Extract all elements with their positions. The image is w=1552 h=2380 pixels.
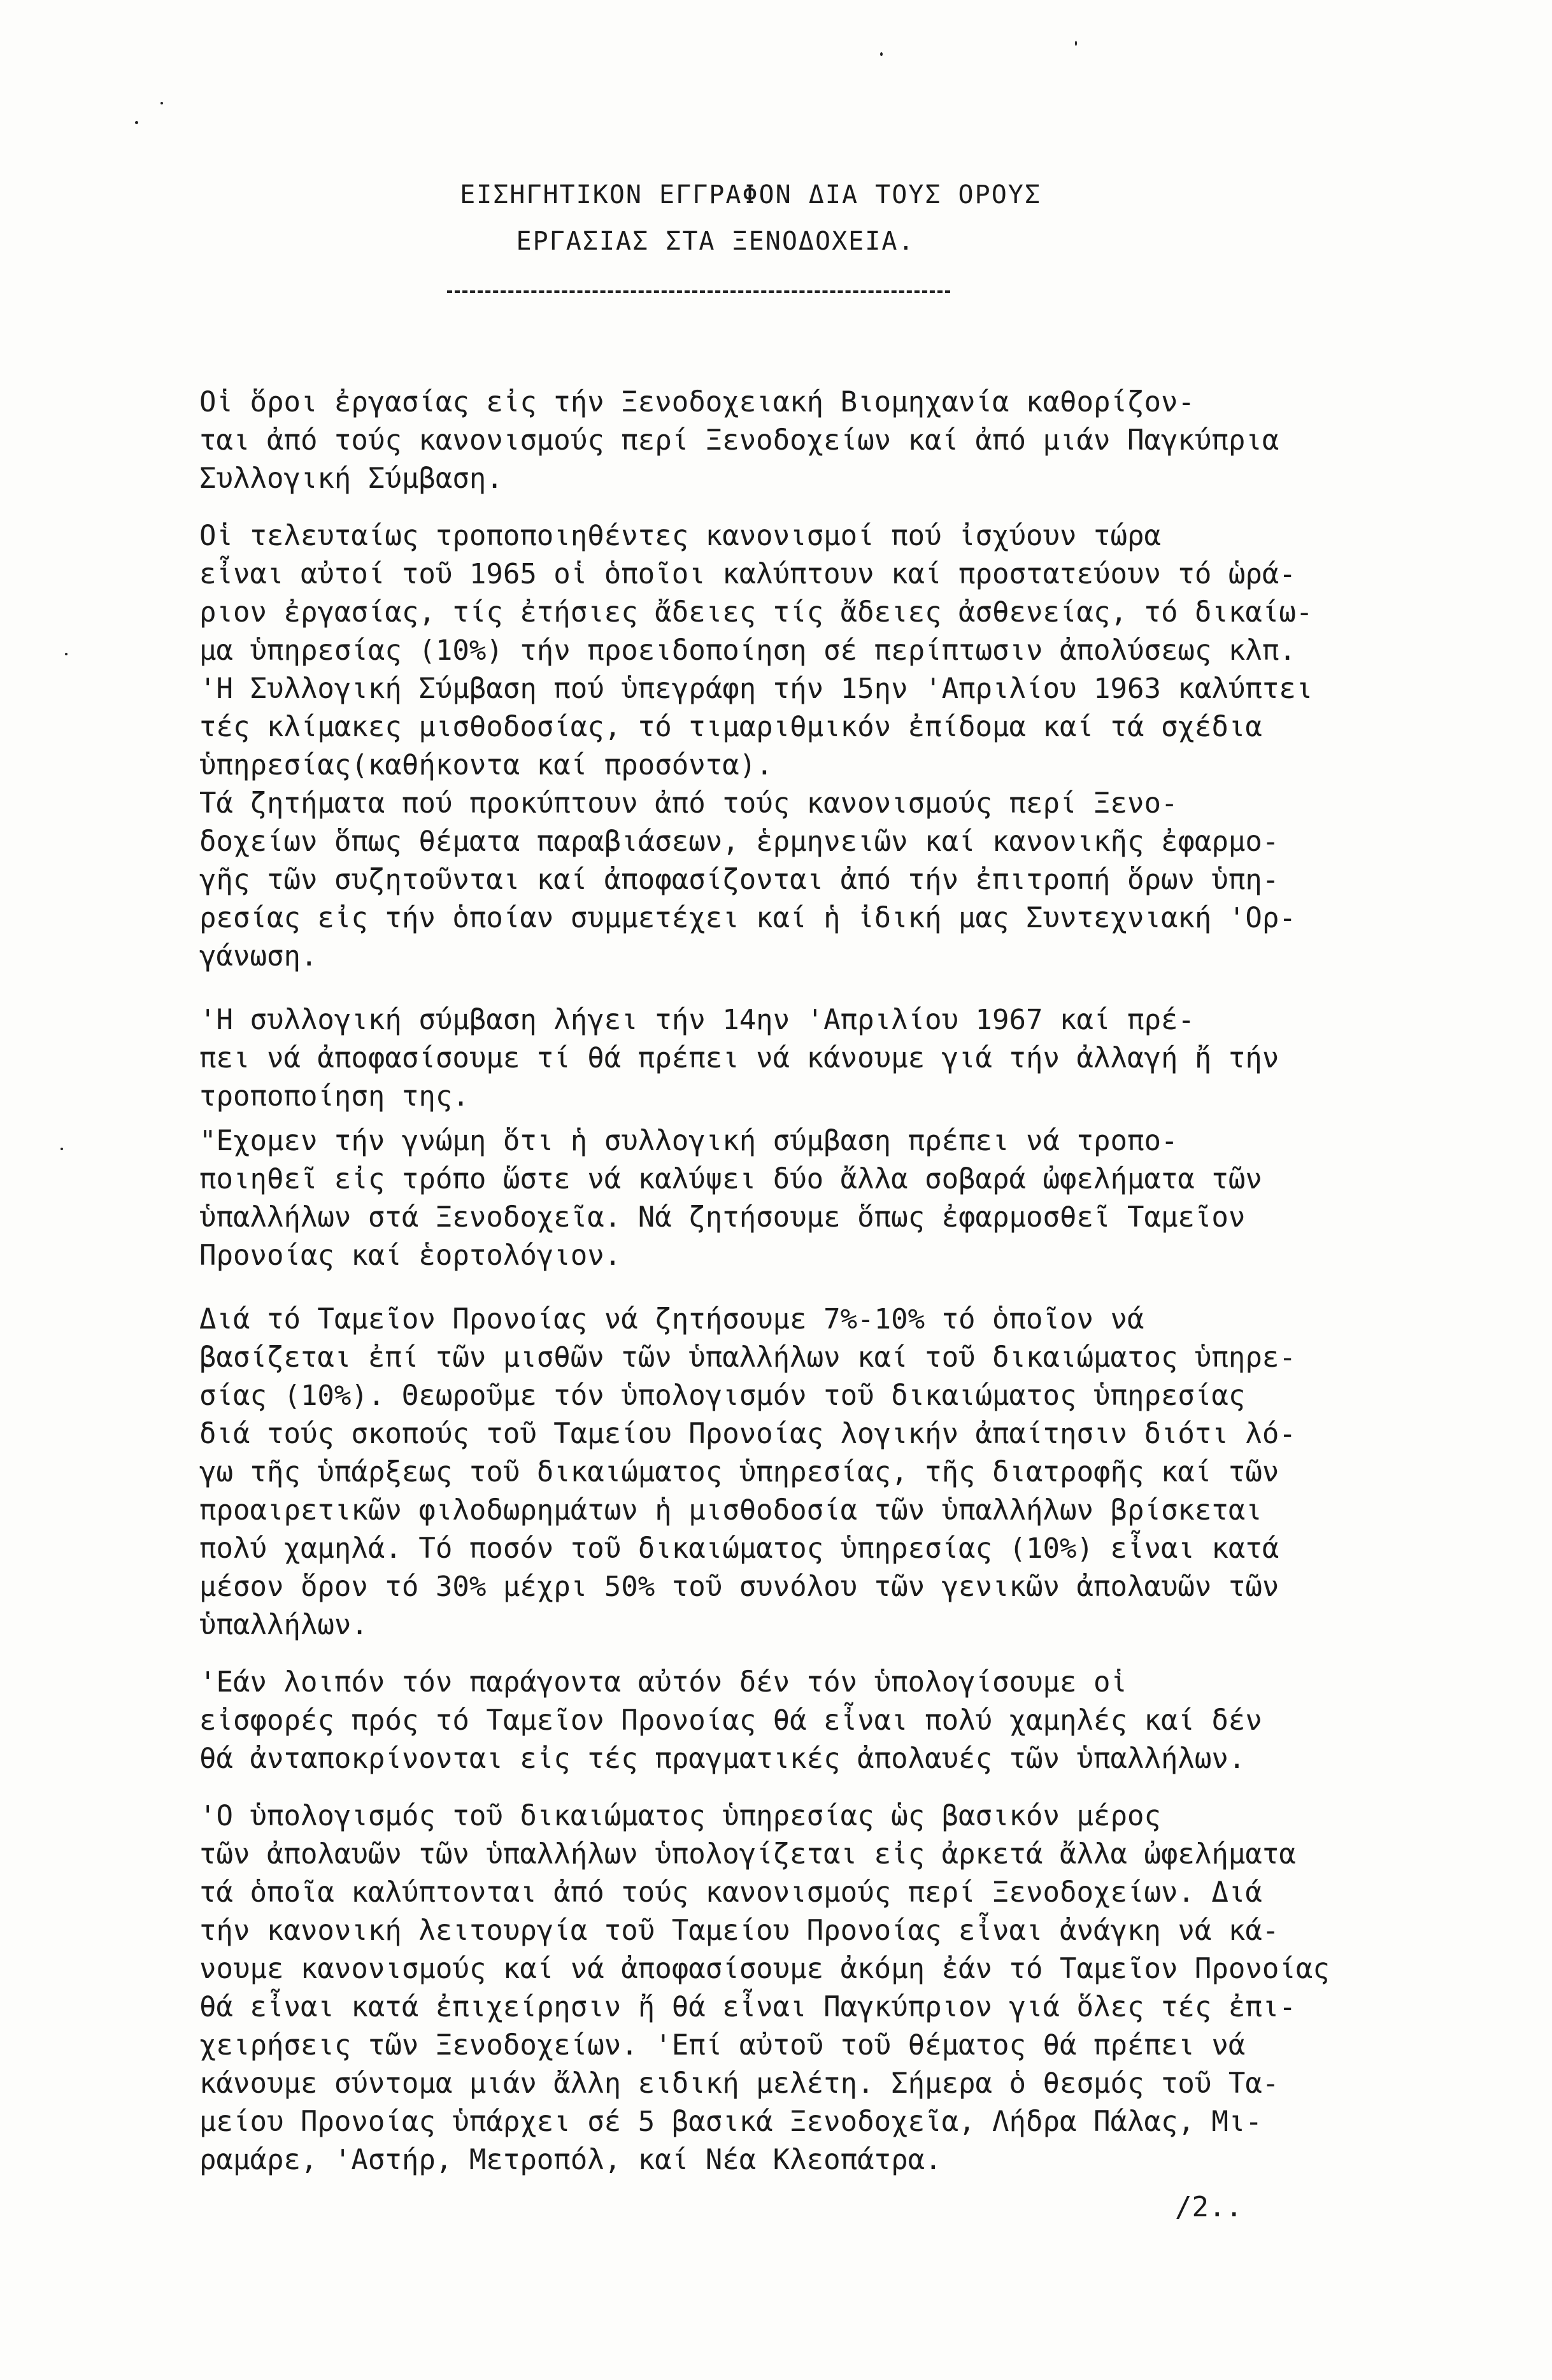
title-underline [447,290,950,293]
body-line: Προνοίας καί ἑορτολόγιον. [199,1239,622,1272]
body-line: Οἱ ὅροι ἐργασίας εἰς τήν Ξενοδοχειακή Βιομηχανία καθορίζον- [199,386,1195,418]
body-line: διά τούς σκοπούς τοῦ Ταμείου Προνοίας λογικήν ἀπαίτησιν διότι λό- [199,1418,1296,1450]
body-line: 'Η συλλογική σύμβαση λήγει τήν 14ην 'Απριλίου 1967 καί πρέ- [199,1004,1195,1036]
scan-speck [135,121,138,124]
document-title-line-2: ΕΡΓΑΣΙΑΣ ΣΤΑ ΞΕΝΟΔΟΧΕΙΑ. [516,227,915,256]
body-line: Διά τό Ταμεῖον Προνοίας νά ζητήσουμε 7%-10% τό ὁποῖον νά [199,1303,1144,1336]
body-line: γω τῆς ὑπάρξεως τοῦ δικαιώματος ὑπηρεσίας, τῆς διατροφῆς καί τῶν [199,1456,1279,1488]
body-line: ὑπαλλήλων. [199,1609,368,1641]
body-line: ραμάρε, 'Αστήρ, Μετροπόλ, καί Νέα Κλεοπάτρα. [199,2144,942,2176]
body-line: θά εἶναι κατά ἐπιχείρησιν ἤ θά εἶναι Παγκύπριον γιά ὅλες τές ἐπι- [199,1991,1296,2023]
body-line: Τά ζητήματα πού προκύπτουν ἀπό τούς κανονισμούς περί Ξενο- [199,787,1178,820]
body-line: βασίζεται ἐπί τῶν μισθῶν τῶν ὑπαλλήλων καί τοῦ δικαιώματος ὑπηρε- [199,1341,1296,1374]
scan-speck [1075,41,1077,46]
body-line: τροποποίηση της. [199,1080,469,1113]
body-line: δοχείων ὅπως θέματα παραβιάσεων, ἑρμηνειῶν καί κανονικῆς ἐφαρμο- [199,825,1279,858]
body-line: νουμε κανονισμούς καί νά ἀποφασίσουμε ἀκόμη ἐάν τό Ταμεῖον Προνοίας [199,1953,1330,1985]
body-line: Συλλογική Σύμβαση. [199,462,503,495]
body-line: μα ὑπηρεσίας (10%) τήν προειδοποίηση σέ περίπτωσιν ἀπολύσεως κλπ. [199,634,1296,667]
body-line: ται ἀπό τούς κανονισμούς περί Ξενοδοχείων καί ἀπό μιάν Παγκύπρια [199,424,1279,457]
body-line: πει νά ἀποφασίσουμε τί θά πρέπει νά κάνουμε γιά τήν ἀλλαγή ἤ τήν [199,1042,1279,1074]
body-line: εἶναι αὐτοί τοῦ 1965 οἱ ὁποῖοι καλύπτουν καί προστατεύουν τό ὡρά- [199,558,1296,590]
body-line: κάνουμε σύντομα μιάν ἄλλη ειδική μελέτη. Σήμερα ὁ θεσμός τοῦ Τα- [199,2067,1279,2100]
body-line: ποιηθεῖ εἰς τρόπο ὥστε νά καλύψει δύο ἄλλα σοβαρά ὠφελήματα τῶν [199,1163,1262,1195]
body-line: τήν κανονική λειτουργία τοῦ Ταμείου Προνοίας εἶναι ἀνάγκη νά κά- [199,1914,1279,1947]
body-line: προαιρετικῶν φιλοδωρημάτων ἡ μισθοδοσία τῶν ὑπαλλήλων βρίσκεται [199,1494,1262,1527]
body-line: 'Η Συλλογική Σύμβαση πού ὑπεγράφη τήν 15ην 'Απριλίου 1963 καλύπτει [199,673,1313,705]
body-line: τές κλίμακες μισθοδοσίας, τό τιμαριθμικόν ἐπίδομα καί τά σχέδια [199,711,1262,743]
body-line: γῆς τῶν συζητοῦνται καί ἀποφασίζονται ἀπό τήν ἐπιτροπή ὅρων ὑπη- [199,864,1279,896]
body-line: τά ὁποῖα καλύπτονται ἀπό τούς κανονισμούς περί Ξενοδοχείων. Διά [199,1876,1262,1909]
body-line: 'Εάν λοιπόν τόν παράγοντα αὐτόν δέν τόν ὑπολογίσουμε οἱ [199,1666,1127,1699]
scan-speck [65,653,68,655]
scan-speck [160,102,163,104]
body-line: γάνωση. [199,940,318,973]
scan-speck [880,52,883,56]
document-title-line-1: ΕΙΣΗΓΗΤΙΚΟΝ ΕΓΓΡΑΦΟΝ ΔΙΑ ΤΟΥΣ ΟΡΟΥΣ [460,180,1041,210]
body-line: μείου Προνοίας ὑπάρχει σέ 5 βασικά Ξενοδοχεῖα, Λήδρα Πάλας, Μι- [199,2106,1262,2138]
body-line: χειρήσεις τῶν Ξενοδοχείων. 'Επί αὐτοῦ τοῦ θέματος θά πρέπει νά [199,2029,1246,2062]
scan-speck [61,1148,63,1150]
body-line: τῶν ἀπολαυῶν τῶν ὑπαλλήλων ὑπολογίζεται εἰς ἀρκετά ἄλλα ὠφελήματα [199,1838,1296,1871]
body-line: 'Ο ὑπολογισμός τοῦ δικαιώματος ὑπηρεσίας ὡς βασικόν μέρος [199,1800,1161,1832]
body-line: μέσον ὅρον τό 30% μέχρι 50% τοῦ συνόλου τῶν γενικῶν ἀπολαυῶν τῶν [199,1571,1279,1603]
body-line: Οἱ τελευταίως τροποποιηθέντες κανονισμοί πού ἰσχύουν τώρα [199,520,1161,552]
body-line: θά ἀνταποκρίνονται εἰς τές πραγματικές ἀπολαυές τῶν ὑπαλλήλων. [199,1742,1246,1775]
body-line: σίας (10%). Θεωροῦμε τόν ὑπολογισμόν τοῦ δικαιώματος ὑπηρεσίας [199,1379,1246,1412]
page-continuation-marker: /2.. [1175,2191,1242,2223]
body-line: πολύ χαμηλά. Τό ποσόν τοῦ δικαιώματος ὑπηρεσίας (10%) εἶναι κατά [199,1532,1279,1565]
body-line: εἰσφορές πρός τό Ταμεῖον Προνοίας θά εἶναι πολύ χαμηλές καί δέν [199,1704,1262,1737]
body-line: ριον ἐργασίας, τίς ἐτήσιες ἄδειες τίς ἄδειες ἀσθενείας, τό δικαίω- [199,596,1313,629]
body-line: ὑπαλλήλων στά Ξενοδοχεῖα. Νά ζητήσουμε ὅπως ἐφαρμοσθεῖ Ταμεῖον [199,1201,1246,1234]
body-line: "Εχομεν τήν γνώμη ὅτι ἡ συλλογική σύμβαση πρέπει νά τροπο- [199,1125,1178,1157]
body-line: ρεσίας εἰς τήν ὁποίαν συμμετέχει καί ἡ ἰδική μας Συντεχνιακή 'Ορ- [199,902,1296,934]
body-line: ὑπηρεσίας(καθήκοντα καί προσόντα). [199,749,773,781]
